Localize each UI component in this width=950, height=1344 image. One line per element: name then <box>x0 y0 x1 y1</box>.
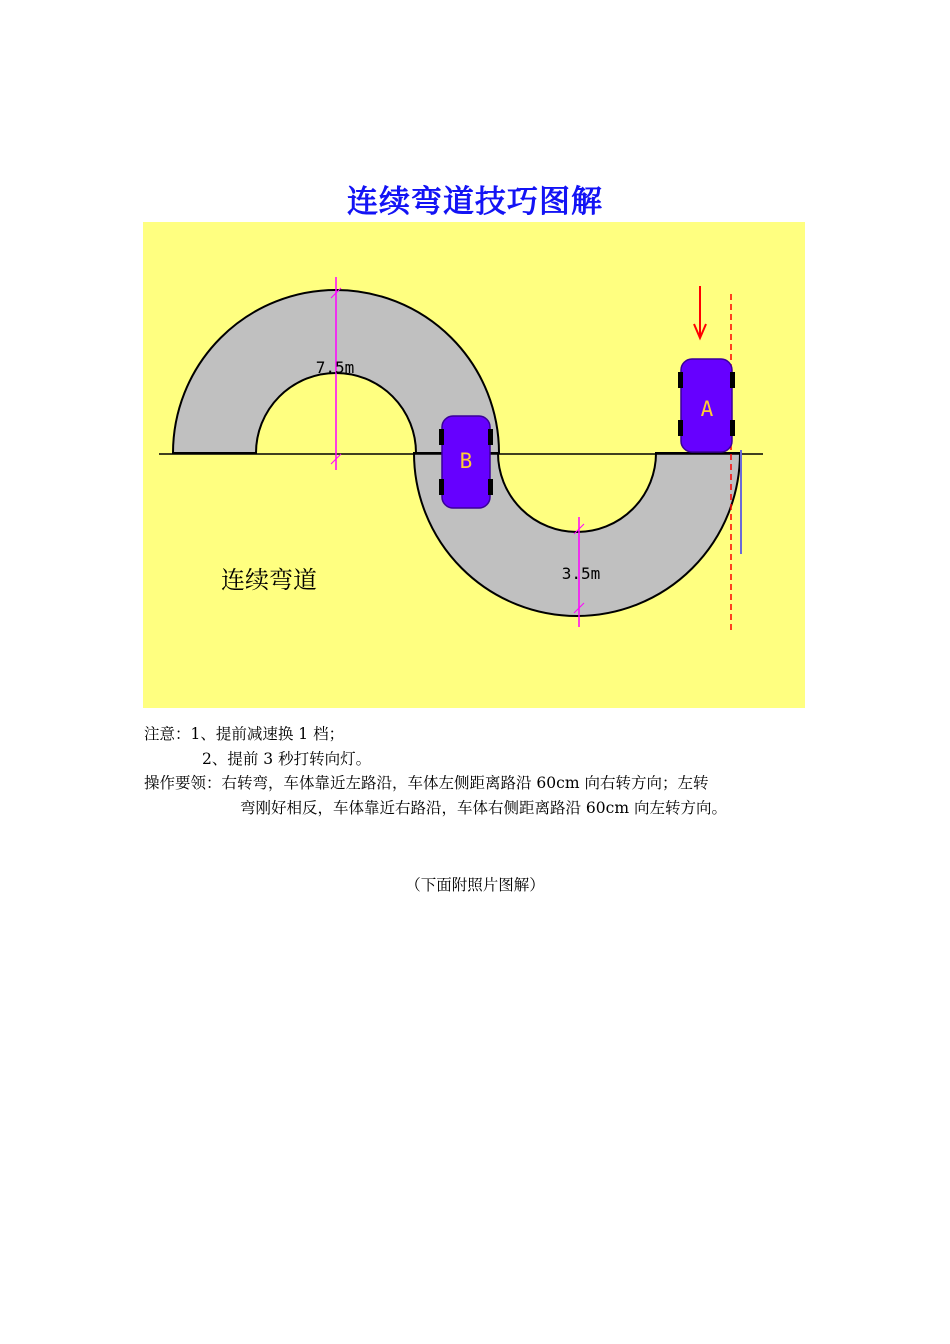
note-line-3: 操作要领：右转弯，车体靠近左路沿，车体左侧距离路沿 60cm 向右转方向；左转 <box>144 774 709 792</box>
curve-diagram <box>143 222 805 708</box>
photo-caption: （下面附照片图解） <box>405 876 545 894</box>
dimension-label-inner: 3.5m <box>561 564 601 583</box>
note-line-4: 弯刚好相反，车体靠近右路沿，车体右侧距离路沿 60cm 向左转方向。 <box>240 798 727 817</box>
page-title: 连续弯道技巧图解 <box>347 184 603 220</box>
dimension-label-outer: 7.5m <box>315 358 355 377</box>
car-b-label: B <box>459 449 473 473</box>
car-a <box>678 359 735 452</box>
notes-block <box>144 722 814 820</box>
diagram-label: 连续弯道 <box>221 566 317 594</box>
car-a-label: A <box>700 397 714 421</box>
note-line-2: 2、提前 3 秒打转向灯。 <box>202 749 372 768</box>
note-line-1: 注意：1、提前减速换 1 档； <box>144 725 345 743</box>
car-b <box>439 416 493 508</box>
